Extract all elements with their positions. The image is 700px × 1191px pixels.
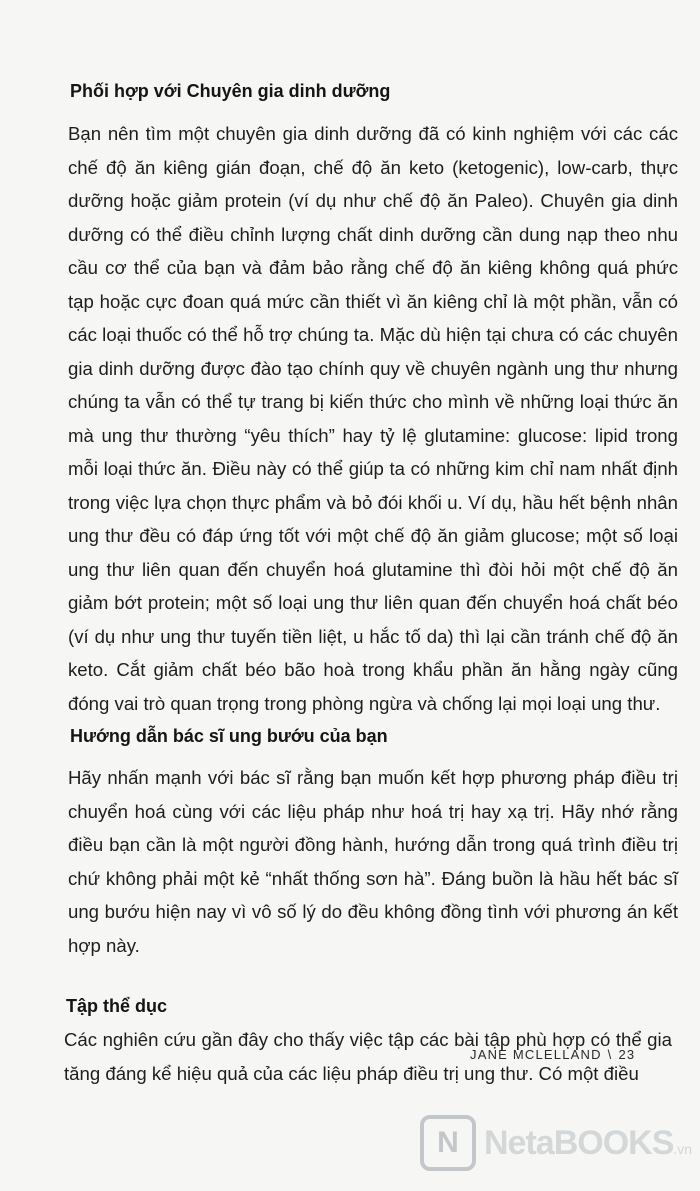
section-paragraph-exercise: Các nghiên cứu gần đây cho thấy việc tập các bài tập phù hợp có thể gia tăng đáng kể hiệu quả của các liệu pháp điều trị ung thư. Có một điều (64, 1029, 672, 1084)
footer-author: JANE MCLELLAND (470, 1047, 602, 1062)
page-number: 23 (618, 1047, 636, 1062)
watermark-brand: NetaBOOKS (484, 1123, 674, 1162)
footer-separator: \ (607, 1047, 613, 1062)
section-heading-oncologist: Hướng dẫn bác sĩ ung bướu của bạn (70, 726, 388, 746)
watermark-text (484, 1124, 692, 1163)
section-paragraph-oncologist: Hãy nhấn mạnh với bác sĩ rằng bạn muốn kết hợp phương pháp điều trị chuyển hoá cùng với các liệu pháp như hoá trị hay xạ trị. Hãy nhớ rằng điều bạn cần là một người đồng hành, hướng dẫn trong quá trình điều trị chứ không phải một kẻ “nhất thống sơn hà”. Đáng buồn là hầu hết bác sĩ ung bướu hiện nay vì vô số lý do đều không đồng tình với phương án kết hợp này. (68, 767, 678, 956)
watermark (420, 1108, 695, 1178)
page-footer (470, 1047, 690, 1062)
section-heading-exercise: Tập thể dục (66, 996, 168, 1016)
section-heading-nutrition: Phối hợp với Chuyên gia dinh dưỡng (70, 81, 391, 101)
watermark-logo-icon: N (420, 1115, 476, 1171)
watermark-suffix: .vn (673, 1140, 693, 1157)
section-paragraph-nutrition: Bạn nên tìm một chuyên gia dinh dưỡng đã có kinh nghiệm với các các chế độ ăn kiêng gián đoạn, chế độ ăn keto (ketogenic), low-carb, thực dưỡng hoặc giảm protein (ví dụ như chế độ ăn Paleo). Chuyên gia dinh dưỡng có thể điều chỉnh lượng chất dinh dưỡng cần dung nạp theo nhu cầu cơ thể của bạn và đảm bảo rằng chế độ ăn kiêng không quá phức tạp hoặc cực đoan quá mức cần thiết vì ăn kiêng chỉ là một phần, vẫn có các loại thuốc có thể hỗ trợ chúng ta. Mặc dù hiện tại chưa có các chuyên gia dinh dưỡng được đào tạo chính quy về chuyên ngành ung thư nhưng chúng ta vẫn có thể tự trang bị kiến thức cho mình về những loại thức ăn mà ung thư thường “yêu thích” hay tỷ lệ glutamine: glucose: lipid trong mỗi loại thức ăn. Điều này có thể giúp ta có những kim chỉ nam nhất định trong việc lựa chọn thực phẩm và bỏ đói khối u. Ví dụ, hầu hết bệnh nhân ung thư đều có đáp ứng tốt với một chế độ ăn giảm glucose; một số loại ung thư liên quan đến chuyển hoá glutamine thì đòi hỏi một chế độ ăn giảm bớt protein; một số loại ung thư liên quan đến chuyển hoá chất béo (ví dụ như ung thư tuyến tiền liệt, u hắc tố da) thì lại cần tránh chế độ ăn keto. Cắt giảm chất béo bão hoà trong khẩu phần ăn hằng ngày cũng đóng vai trò quan trọng trong phòng ngừa và chống lại mọi loại ung thư. (68, 123, 678, 714)
